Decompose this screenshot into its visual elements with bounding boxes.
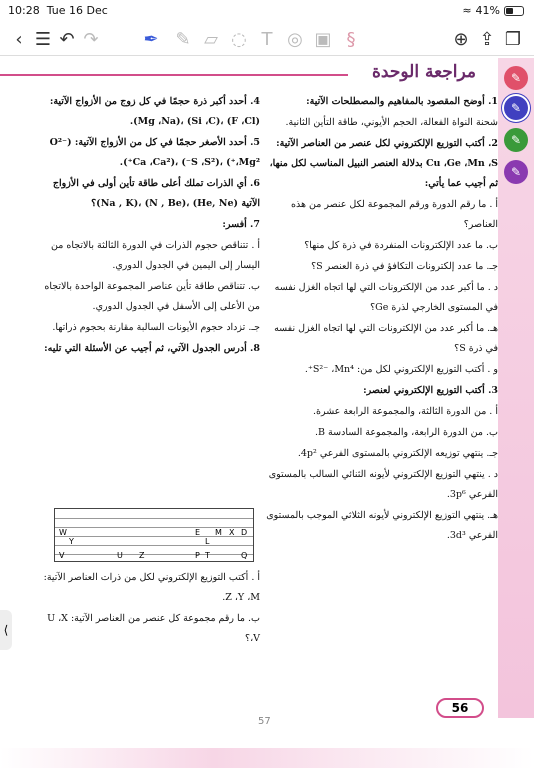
grid-cell: X (229, 528, 235, 537)
undo-icon[interactable]: ↶ (59, 28, 75, 50)
status-right (462, 4, 524, 17)
status-time: 10:28 Tue 16 Dec (8, 4, 108, 17)
grid-cell: W (59, 528, 67, 537)
question-6: 6. أي الذرات تملك أعلى طاقة تأين أولى في الأزواج الآتية (He, Ne) ،(N , Be) ،(Na , K)؟ (52, 178, 260, 209)
pages-icon[interactable]: ❐ (504, 28, 522, 50)
pen-icon[interactable]: ✒ (143, 28, 159, 50)
question-2e: هـ. ما أكبر عدد من الإلكترونات التي لها اتجاه الغزل نفسه في ذرة S؟ (274, 323, 498, 354)
grid-row (55, 545, 253, 554)
grid-cell: U (117, 551, 123, 560)
question-3b: ب. من الدورة الرابعة، والمجموعة السادسة B. (315, 427, 498, 438)
text-icon[interactable]: T (261, 28, 273, 50)
grid-row (55, 554, 253, 563)
list-icon[interactable]: ☰ (34, 28, 52, 50)
grid-cell: Y (69, 537, 74, 546)
grid-cell: P (195, 551, 200, 560)
left-column-lower (40, 568, 260, 650)
pen-palette (498, 58, 534, 718)
red-pen-icon[interactable]: ✎ (504, 66, 528, 90)
section-header (0, 60, 498, 90)
grid-row (55, 518, 253, 527)
battery-label: 41% (475, 4, 500, 17)
grid-cell: T (205, 551, 210, 560)
question-3a: أ . من الدورة الثالثة، والمجموعة الرابعة عشرة. (312, 406, 498, 417)
question-3d: د . ينتهي التوزيع الإلكتروني لأيونه الثنائي السالب بالمستوى الفرعي 3p⁶. (268, 469, 498, 500)
question-8a: أ . أكتب التوزيع الإلكتروني لكل من ذرات العناصر الآتية: Z ،Y ،M. (43, 572, 260, 603)
next-page-preview (0, 748, 534, 768)
grid-cell: L (205, 537, 210, 546)
sidebar-handle[interactable]: ⟨ (0, 610, 12, 650)
grid-cell: D (241, 528, 248, 537)
question-2b: ب. ما عدد الإلكترونات المنفردة في ذرة كل منها؟ (304, 240, 498, 251)
pencil-icon[interactable]: ✎ (175, 28, 191, 50)
redo-icon[interactable]: ↷ (83, 28, 99, 50)
question-7b: ب. تتناقص طاقة تأين عناصر المجموعة الواحدة بالاتجاه من الأعلى إلى الأسفل في الجدول الدوري. (44, 281, 260, 312)
grid-row (55, 527, 253, 536)
lasso-icon[interactable]: ◌ (231, 28, 247, 50)
question-7: 7. أفسر: (222, 219, 260, 230)
page-number: 57 (258, 716, 271, 727)
toolbar (0, 22, 534, 56)
question-3: 3. أكتب التوزيع الإلكتروني لعنصر: (363, 385, 498, 396)
grid-cell: V (59, 551, 65, 560)
grid-cell: E (195, 528, 201, 537)
question-7a: أ . تتناقص حجوم الذرات في الدورة الثالثة بالاتجاه من اليسار إلى اليمين في الجدول الدوري. (51, 240, 260, 271)
green-pen-icon[interactable]: ✎ (504, 128, 528, 152)
question-7c: جـ. تزداد حجوم الأيونات السالبة مقارنة بحجوم ذراتها. (52, 322, 260, 333)
periodic-table-grid (54, 508, 254, 562)
blue-pen-icon[interactable]: ✎ (504, 96, 528, 120)
question-2a: أ . ما رقم الدورة ورقم المجموعة لكل عنصر من هذه العناصر؟ (291, 199, 498, 230)
eraser-icon[interactable]: ▱ (204, 28, 218, 50)
image-icon[interactable]: ▣ (314, 28, 332, 50)
question-2f: و . أكتب التوزيع الإلكتروني لكل من: S²⁻ ،Mn⁴⁺. (304, 364, 498, 375)
document-page (0, 58, 534, 718)
battery-icon (504, 6, 524, 16)
page-title: مراجعة الوحدة (372, 62, 476, 82)
right-column (262, 92, 498, 547)
question-8b: ب. ما رقم مجموعة كل عنصر من العناصر الآتية: U ،X ،V؟ (47, 613, 260, 644)
grid-cell: Z (139, 551, 145, 560)
header-rule (0, 74, 348, 76)
back-icon[interactable]: ‹ (15, 28, 23, 50)
grid-cell: Q (241, 551, 248, 560)
question-1-terms: شحنة النواة الفعالة، الحجم الأيوني، طاقة التأين الثانية. (285, 117, 498, 128)
grid-row (55, 536, 253, 545)
question-2: 2. أكتب التوزيع الإلكتروني لكل عنصر من العناصر الآتية: Cu ،Ge ،Mn ،S بدلالة العنصر النبيل المناسب لكل منها، ثم أجيب عما يأتي: (269, 138, 498, 189)
wifi-icon: ≈ (462, 4, 472, 17)
shapes-icon[interactable]: ◎ (287, 28, 303, 50)
status-bar (0, 0, 534, 20)
page-badge: 56 (436, 698, 484, 718)
grid-cell: M (215, 528, 222, 537)
question-2d: د . ما أكبر عدد من الإلكترونات التي لها اتجاه الغزل نفسه في المستوى الخارجي لذرة Ge؟ (274, 282, 498, 313)
add-icon[interactable]: ⊕ (453, 28, 469, 50)
highlighter-icon[interactable]: § (346, 28, 356, 50)
question-2c: جـ. ما عدد إلكترونات التكافؤ في ذرة العنصر S؟ (311, 261, 498, 272)
question-8: 8. أدرس الجدول الآتي، ثم أجيب عن الأسئلة التي تليه: (44, 343, 260, 354)
question-3e: هـ. ينتهي التوزيع الإلكتروني لأيونه الثلاثي الموجب بالمستوى الفرعي 3d³. (266, 510, 498, 541)
question-5: 5. أحدد الأصغر حجمًا في كل من الأزواج الآتية: (O²⁻ ،Mg²⁺) ،(S ،S²⁻) ،(Ca ،Ca²⁺). (49, 137, 260, 168)
question-4: 4. أحدد أكبر ذرة حجمًا في كل زوج من الأزواج الآتية: (F ،Cl) ،(Si ،C) ،(Mg ،Na). (49, 96, 260, 127)
share-icon[interactable]: ⇪ (479, 28, 495, 50)
purple-pen-icon[interactable]: ✎ (504, 160, 528, 184)
question-1: 1. أوضح المقصود بالمفاهيم والمصطلحات الآتية: (306, 96, 498, 107)
question-3c: جـ. ينتهي توزيعه الإلكتروني بالمستوى الفرعي 4p². (297, 448, 498, 459)
left-column (40, 92, 260, 360)
